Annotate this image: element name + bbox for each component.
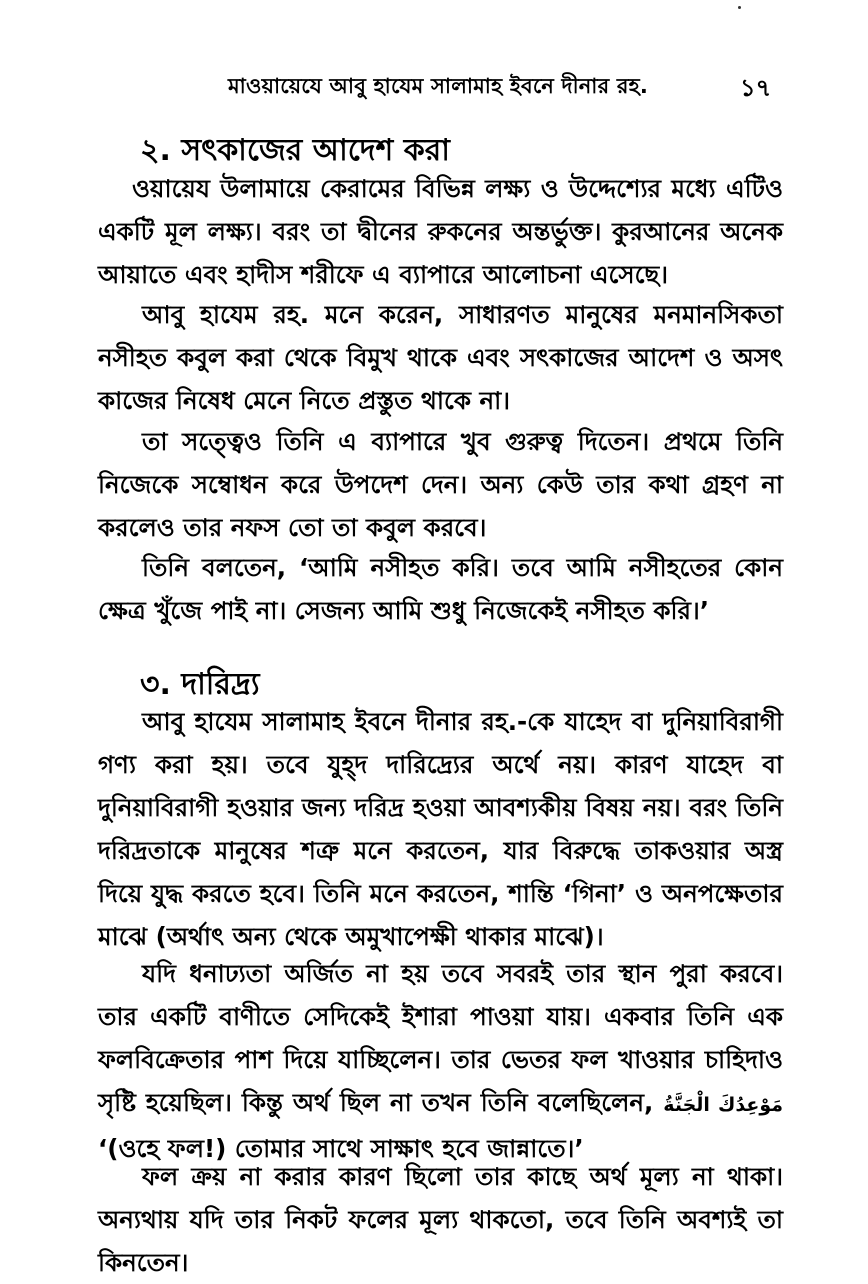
paragraph: তিনি বলতেন, ‘আমি নসীহত করি। তবে আমি নসীহতের কোন ক্ষেত্র খুঁজে পাই না। সেজন্য আমি শুধু নিজেকেই নসীহত করি।’ (98, 553, 783, 625)
arabic-quote: مَوْعِدُكَ الْجَنَّةُ (663, 1094, 784, 1116)
scan-speck (738, 6, 741, 9)
section-heading-enjoining-good: ২. সৎকাজের আদেশ করা (140, 133, 450, 168)
paragraph: আবু হাযেম রহ. মনে করেন, সাধারণত মানুষের মনমানসিকতা নসীহত কবুল করা থেকে বিমুখ থাকে এবং সৎকাজের আদেশ ও অসৎ কাজের নিষেধ মেনে নিতে প্রস্তুত থাকে না। (98, 300, 783, 415)
paragraph: ফল ক্রয় না করার কারণ ছিলো তার কাছে অর্থ মূল্য না থাকা। অন্যথায় যদি তার নিকট ফলের মূল্য থাকতো, তবে তিনি অবশ্যই তা কিনতেন। (98, 1162, 783, 1277)
page-number: ১৭ (740, 74, 772, 102)
paragraph: ওয়ায়েয উলামায়ে কেরামের বিভিন্ন লক্ষ্য ও উদ্দেশ্যের মধ্যে এটিও একটি মূল লক্ষ্য। বরং তা দ্বীনের রুকনের অন্তর্ভুক্ত। কুরআনের অনেক আয়াতে এবং হাদীস শরীফে এ ব্যাপারে আলোচনা এসেছে। (98, 174, 783, 289)
section-heading-poverty: ৩. দারিদ্র্য (140, 667, 260, 702)
paragraph: আবু হাযেম সালামাহ ইবনে দীনার রহ.-কে যাহেদ বা দুনিয়াবিরাগী গণ্য করা হয়। তবে যুহ্দ দারিদ্র্যের অর্থে নয়। কারণ যাহেদ বা দুনিয়াবিরাগী হওয়ার জন্য দরিদ্র হওয়া আবশ্যকীয় বিষয় নয়। বরং তিনি দরিদ্রতাকে মানুষের শত্রু মনে করতেন, যার বিরুদ্ধে তাকওয়ার অস্ত্র দিয়ে যুদ্ধ করতে হবে। তিনি মনে করতেন, শান্তি ‘গিনা’ ও অনপক্ষেতার মাঝে (অর্থাৎ অন্য থেকে অমুখাপেক্ষী থাকার মাঝে)। (98, 707, 783, 951)
paragraph: তা সত্ত্বেও তিনি এ ব্যাপারে খুব গুরুত্ব দিতেন। প্রথমে তিনি নিজেকে সম্বোধন করে উপদেশ দেন। অন্য কেউ তার কথা গ্রহণ না করলেও তার নফস তো তা কবুল করবে। (98, 427, 783, 542)
running-title: মাওয়ায়েযে আবু হাযেম সালামাহ ইবনে দীনার রহ. (228, 74, 649, 98)
paragraph-text: যদি ধনাঢ্যতা অর্জিত না হয় তবে সবরই তার স্থান পুরা করবে। তার একটি বাণীতে সেদিকেই ইশারা পাওয়া যায়। একবার তিনি এক ফলবিক্রেতার পাশ দিয়ে যাচ্ছিলেন। তার ভেতর ফল খাওয়ার চাহিদাও সৃষ্টি হয়েছিল। কিন্তু অর্থ ছিল না তখন তিনি বলেছিলেন, (98, 959, 783, 1117)
quote-translation: ‘(ওহে ফল!) তোমার সাথে সাক্ষাৎ হবে জান্নাতে।’ (98, 1134, 584, 1163)
paragraph (98, 952, 783, 1170)
